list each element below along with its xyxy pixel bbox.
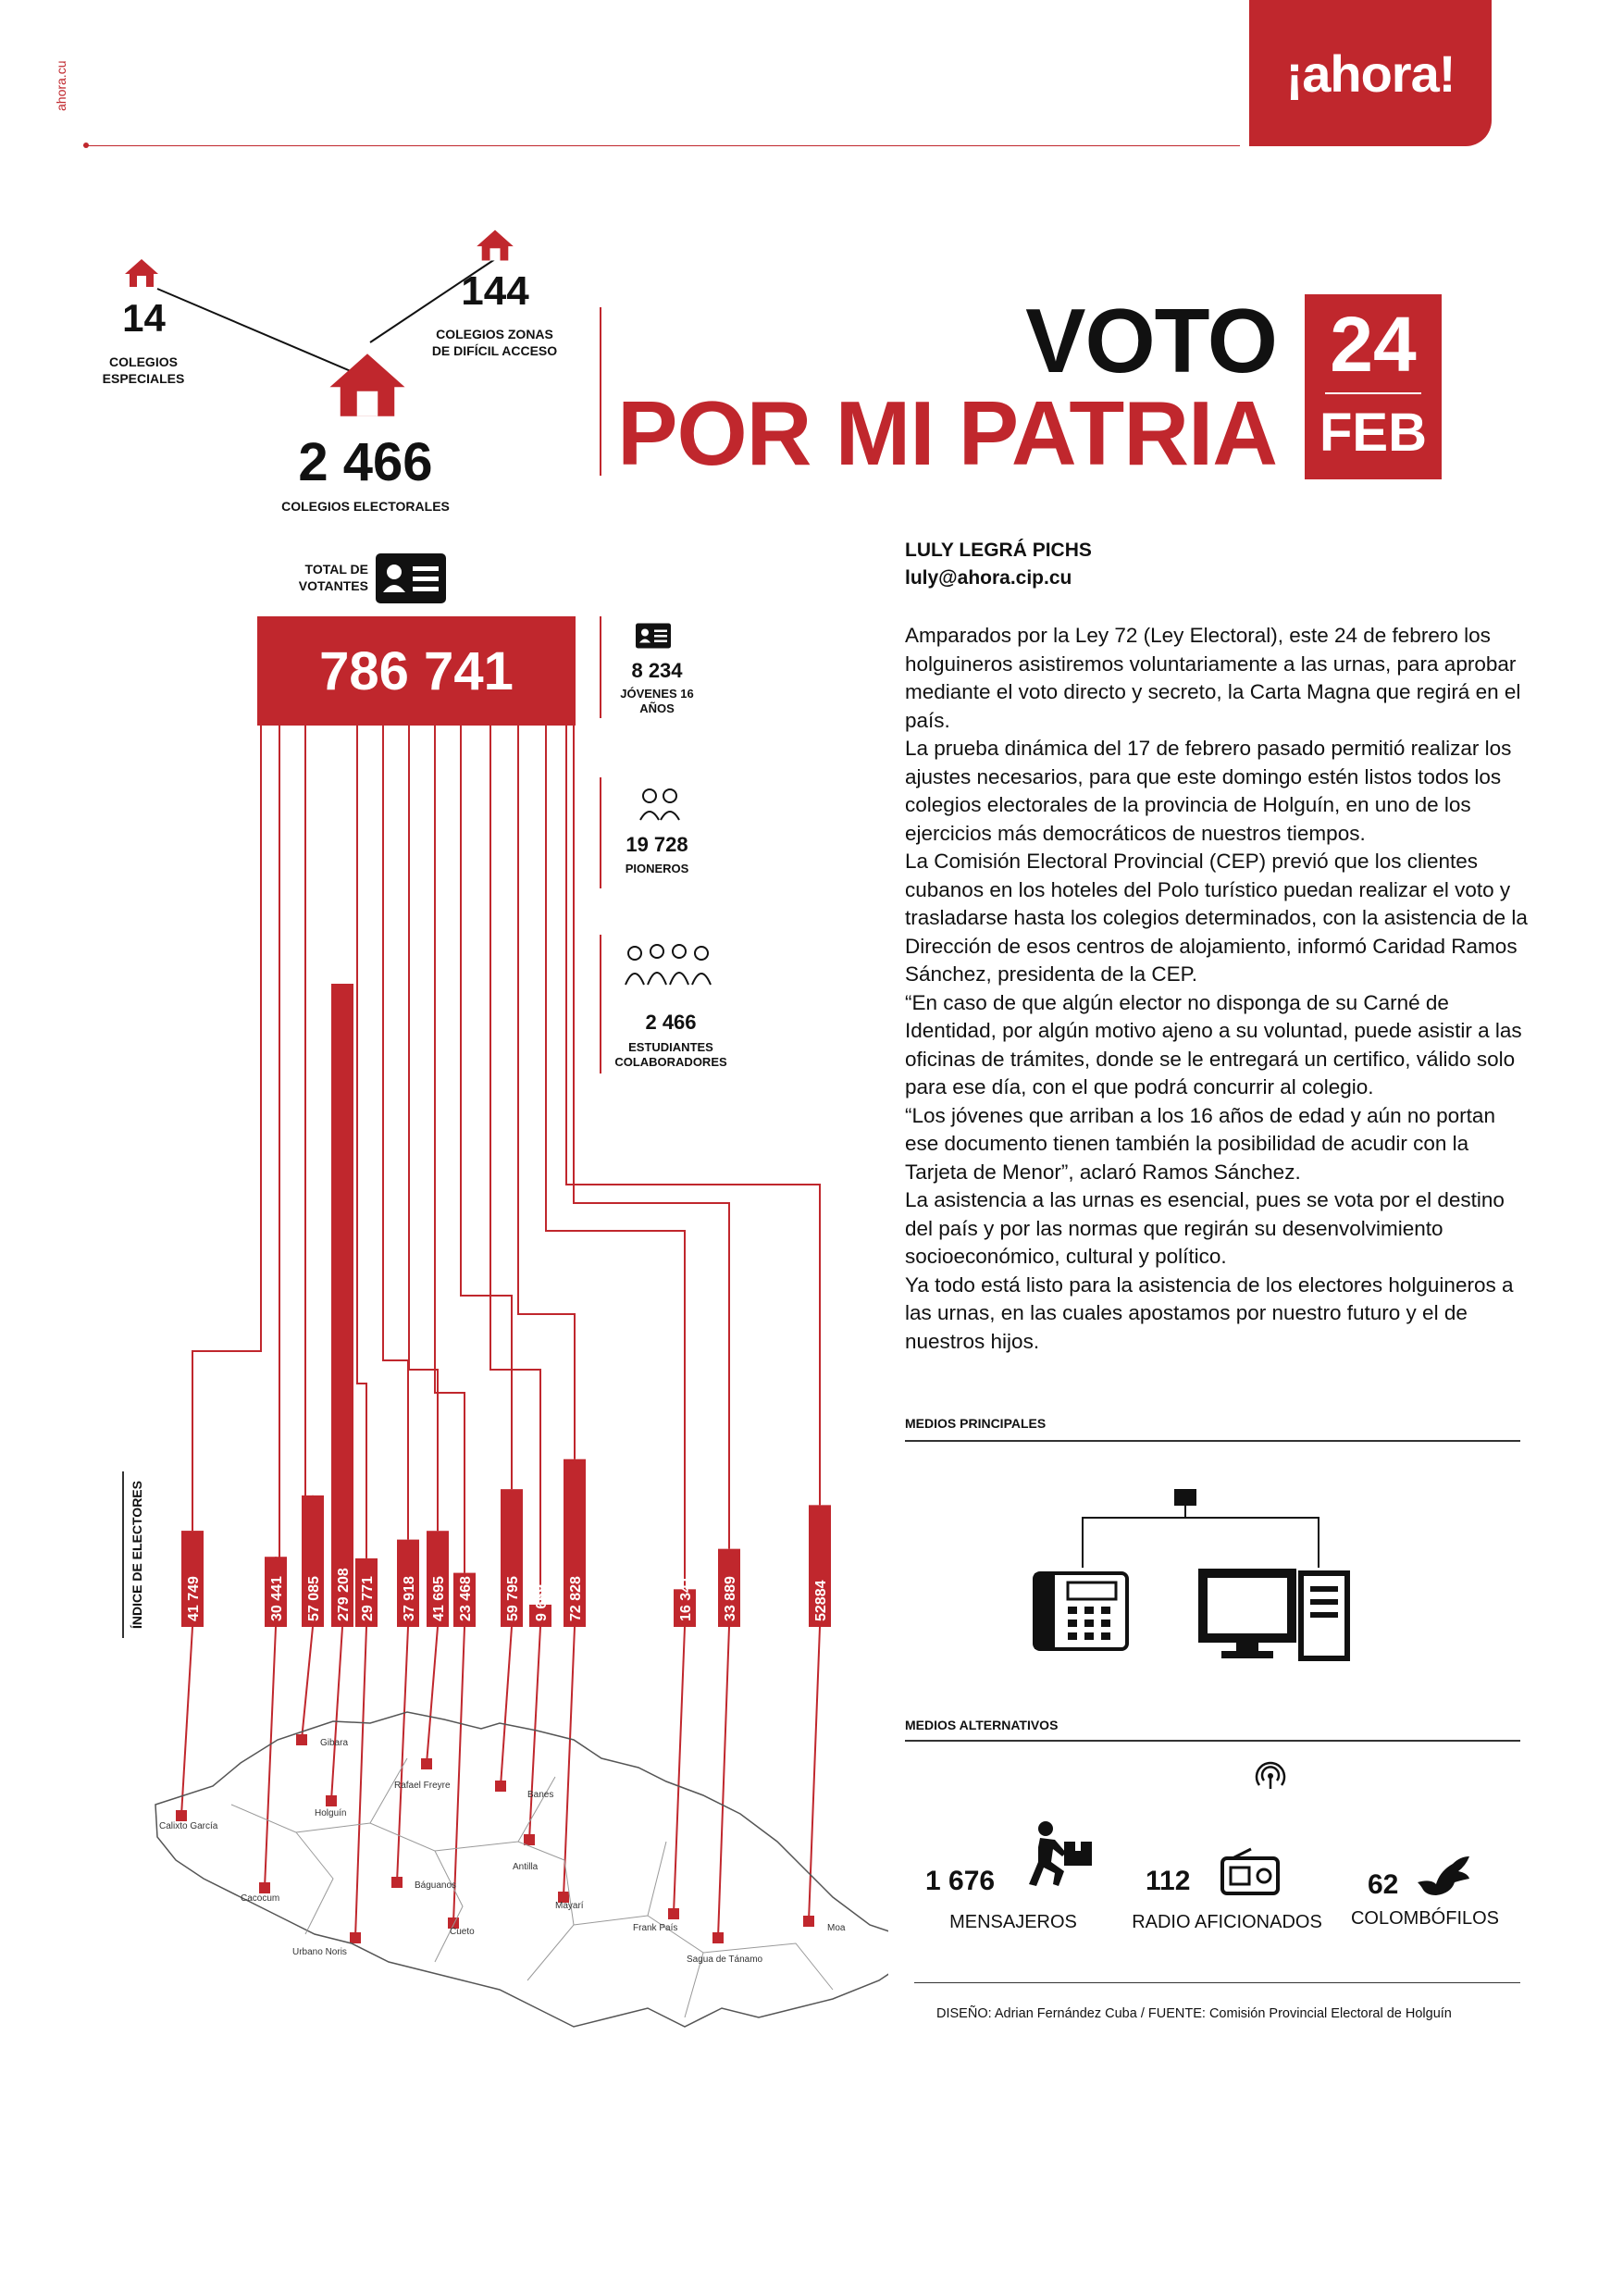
title-line-2: POR MI PATRIA <box>617 382 1277 484</box>
map-connector <box>181 1627 192 1816</box>
author-email[interactable]: luly@ahora.cip.cu <box>905 567 1072 589</box>
author <box>905 537 1092 592</box>
bar <box>331 984 353 1627</box>
bar-value-label: 23 468 <box>458 1576 474 1621</box>
map-connector <box>529 1627 540 1840</box>
map-connector <box>427 1627 438 1764</box>
students-label: ESTUDIANTES COLABORADORES <box>614 1040 727 1069</box>
total-colegios-label: COLEGIOS ELECTORALES <box>281 499 450 514</box>
electors-chart <box>0 0 888 2036</box>
map-marker <box>421 1758 432 1769</box>
map-label: Antilla <box>513 1862 539 1872</box>
radio-value: 112 <box>1146 1866 1191 1896</box>
map-connector <box>564 1627 575 1897</box>
bar-value-label: 41 749 <box>186 1576 202 1621</box>
students-value: 2 466 <box>645 1011 697 1034</box>
map-label: Urbano Noris <box>292 1947 347 1957</box>
special-label: COLEGIOS ESPECIALES <box>102 354 185 386</box>
telephone-icon <box>1035 1573 1127 1649</box>
chart-bars <box>176 984 831 1943</box>
map-label: Mayarí <box>555 1901 584 1911</box>
map-label: Calixto García <box>159 1821 218 1831</box>
map-connector <box>674 1627 685 1914</box>
map-label: Báguanos <box>415 1880 457 1891</box>
pioneers-value: 19 728 <box>626 833 688 856</box>
bar-value-label: 59 795 <box>505 1576 521 1621</box>
bar-value-label: 33 889 <box>723 1576 738 1621</box>
difficult-value: 144 <box>461 268 529 314</box>
broadcast-icon <box>1255 1760 1286 1790</box>
bar-value-label: 72 828 <box>568 1576 584 1621</box>
map-label: Banes <box>527 1790 554 1800</box>
map-label: Cacocum <box>241 1893 280 1904</box>
y-axis-label: ÍNDICE DE ELECTORES <box>130 1481 144 1629</box>
bar-value-label: 37 918 <box>402 1576 417 1621</box>
bar-connector <box>490 726 540 1605</box>
radio-icon <box>1220 1847 1281 1895</box>
special-value: 14 <box>122 296 166 340</box>
author-name: LULY LEGRÁ PICHS <box>905 540 1092 561</box>
map-label: Gibara <box>320 1738 349 1748</box>
map-marker <box>712 1932 724 1943</box>
section-rule <box>905 1740 1520 1742</box>
date-day: 24 <box>1330 301 1417 388</box>
pigeon-value: 62 <box>1368 1869 1399 1900</box>
map-marker <box>803 1916 814 1927</box>
section-rule <box>905 1440 1520 1442</box>
bar-value-label: 41 695 <box>431 1576 447 1621</box>
side-brand: ahora.cu <box>54 60 68 111</box>
title-line-1: VOTO <box>1025 290 1277 391</box>
map-connector <box>265 1627 276 1888</box>
article-paragraph: La Comisión Electoral Provincial (CEP) previó que los clientes cubanos en los hoteles del Polo turístico puedan realizar el voto y trasladarse hasta los colegios determinados, con la asistencia de la Dirección de esos centros de alojamiento, informó Caridad Ramos Sánchez, presidenta de la CEP. <box>905 850 1528 986</box>
map-connector <box>302 1627 313 1740</box>
map-connector <box>809 1627 820 1921</box>
difficult-label: COLEGIOS ZONAS DE DIFÍCIL ACCESO <box>431 327 558 358</box>
map-label: Moa <box>827 1923 846 1933</box>
article-paragraph: La prueba dinámica del 17 de febrero pasado permitió realizar los ajustes necesarios, para que este domingo estén listos todos los colegios electorales de la provincia de Holguín, en uno de los ejercicios más democráticos de nuestros tiempos. <box>905 737 1512 845</box>
bar-connector <box>276 726 279 1573</box>
total-voters-value: 786 741 <box>319 640 514 701</box>
map-connector <box>501 1627 512 1786</box>
map-connector <box>331 1627 342 1801</box>
bar-connector <box>305 726 313 1518</box>
youth-label: JÓVENES 16 AÑOS <box>620 687 694 715</box>
bar-value-label: 29 771 <box>360 1576 376 1621</box>
bar-value-label: 57 085 <box>306 1576 322 1621</box>
messenger-icon <box>1027 1819 1096 1888</box>
pigeon-label: COLOMBÓFILOS <box>1350 1908 1500 1929</box>
article-paragraph: “En caso de que algún elector no disponga de su Carné de Identidad, por algún motivo ajeno a su voluntad, puede asistir a las oficinas de trámites, donde se le entregará un certifico, válido solo para ese día, con el que podrá concurrir al colegio. <box>905 990 1522 1098</box>
article-paragraph: Amparados por la Ley 72 (Ley Electoral), este 24 de febrero los holguineros asistiremos voluntariamente a las urnas, para aprobar mediante el voto directo y secreto, la Carta Magna que regirá en el país. <box>905 624 1521 732</box>
bar-connector <box>357 726 366 1558</box>
computer-icon <box>1203 1573 1347 1658</box>
article-body <box>905 622 1534 1356</box>
bar-value-label: 9 669 <box>534 1583 550 1621</box>
y-axis-line <box>122 1471 124 1638</box>
map-marker <box>524 1834 535 1845</box>
footer-rule <box>914 1982 1520 1983</box>
map-label: Rafael Freyre <box>394 1781 451 1791</box>
main-media-title: MEDIOS PRINCIPALES <box>905 1416 1047 1431</box>
bar-connector <box>566 726 820 1505</box>
brand-logo <box>1249 0 1492 146</box>
map-marker <box>495 1781 506 1792</box>
bar-value-label: 16 341 <box>678 1576 694 1621</box>
alt-media-title: MEDIOS ALTERNATIVOS <box>905 1718 1059 1732</box>
map-label: Holguín <box>315 1808 347 1818</box>
bar-connector <box>192 726 261 1531</box>
messengers-label: MENSAJEROS <box>949 1912 1077 1932</box>
map-marker <box>668 1908 679 1919</box>
main-media-diagram <box>1027 1484 1360 1669</box>
map-marker <box>176 1810 187 1821</box>
date-box <box>1305 294 1442 479</box>
map-marker <box>391 1877 403 1888</box>
youth-value: 8 234 <box>631 659 683 682</box>
map-connector <box>355 1627 366 1938</box>
bar-value-label: 279 208 <box>336 1568 352 1621</box>
date-month: FEB <box>1319 403 1427 463</box>
total-colegios-value: 2 466 <box>298 432 433 492</box>
map-connector <box>453 1627 465 1923</box>
bar-value-label: 30 441 <box>269 1576 285 1621</box>
brand-name: ¡ahora! <box>1285 43 1456 103</box>
bar-value-label: 52884 <box>813 1580 829 1621</box>
article-paragraph: La asistencia a las urnas es esencial, pues se vota por el destino del país y por las normas que regirán su desenvolvimiento socioeconómico, cultural y político. <box>905 1188 1505 1268</box>
article-paragraph: “Los jóvenes que arriban a los 16 años de edad y aún no portan ese documento tienen también la posibilidad de acudir con la Tarjeta de Menor”, aclaró Ramos Sánchez. <box>905 1103 1495 1184</box>
bar-connector <box>461 726 512 1489</box>
bar-connector <box>383 726 408 1540</box>
map-marker <box>259 1882 270 1893</box>
voters-label: TOTAL DE VOTANTES <box>298 562 368 593</box>
pioneers-label: PIONEROS <box>625 862 689 875</box>
chart-connectors <box>181 726 820 1938</box>
bar-connector <box>409 726 438 1531</box>
bar-connector <box>574 726 729 1549</box>
map-connector <box>397 1627 408 1882</box>
map-marker <box>296 1734 307 1745</box>
map-label: Sagua de Tánamo <box>687 1955 763 1965</box>
date-separator <box>1325 392 1421 394</box>
credit: DISEÑO: Adrian Fernández Cuba / FUENTE: Comisión Provincial Electoral de Holguín <box>936 2006 1452 2021</box>
messengers-value: 1 676 <box>925 1866 996 1896</box>
radio-label: RADIO AFICIONADOS <box>1132 1912 1322 1932</box>
map-label: Frank País <box>633 1923 678 1933</box>
pigeon-icon <box>1416 1855 1471 1897</box>
map-marker <box>326 1795 337 1806</box>
article-paragraph: Ya todo está listo para la asistencia de los electores holguineros a las urnas, en las cuales apostamos por nuestro futuro y el de nuestros hijos. <box>905 1272 1514 1353</box>
map-connector <box>718 1627 729 1938</box>
map-marker <box>350 1932 361 1943</box>
map-label: Cueto <box>450 1927 475 1937</box>
